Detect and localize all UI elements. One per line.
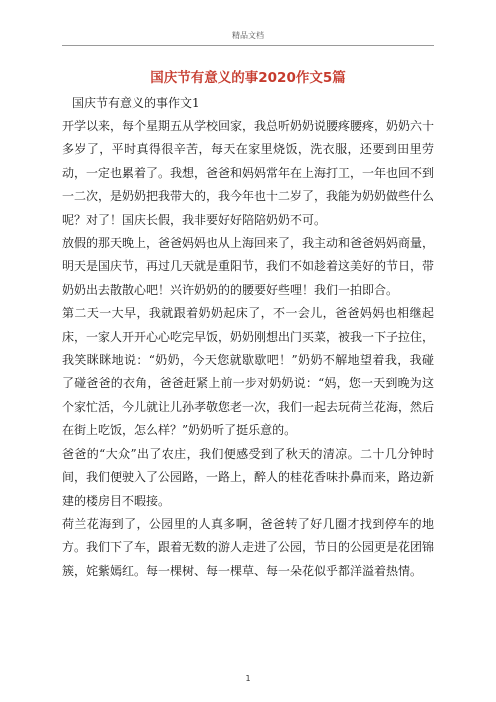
paragraph-3: 第二天一大早，我就跟着奶奶起床了，不一会儿，爸爸妈妈也相继起床，一家人开开心心吃完早饭，奶奶刚想出门买菜，被我一下子拉住，我笑眯眯地说：“奶奶，今天您就歇歇吧！”奶奶不解地望着我，我碰了碰爸爸的衣角，爸爸赶紧上前一步对奶奶说：“妈，您一天到晚为这个家忙活，今儿就让儿孙孝敬您老一次，我们一起去玩荷兰花海，然后在街上吃饭，怎么样？”奶奶听了挺乐意的。 <box>62 306 435 438</box>
header-label: 精品文档 <box>232 31 264 40</box>
paragraph-4: 爸爸的“大众”出了农庄，我们便感受到了秋天的清凉。二十几分钟时间，我们便驶入了公园路，一路上，醉人的桂花香味扑鼻而来，路边新建的楼房目不暇接。 <box>62 446 435 508</box>
header-divider <box>62 45 434 46</box>
document-title: 国庆节有意义的事2020作文5篇 <box>150 70 346 86</box>
paragraph-1: 开学以来，每个星期五从学校回家，我总听奶奶说腰疼腰疼，奶奶六十多岁了，平时真得很辛苦，每天在家里烧饭，洗衣服，还要到田里劳动，一定也累着了。我想，爸爸和妈妈常年在上海打工，一年也回不到一二次，是奶奶把我带大的，我今年也十二岁了，我能为奶奶做些什么呢？对了！国庆长假，我非要好好陪陪奶奶不可。 <box>62 119 435 227</box>
paragraph-2: 放假的那天晚上，爸爸妈妈也从上海回来了，我主动和爸爸妈妈商量，明天是国庆节，再过几天就是重阳节，我们不如趁着这美好的节日，带奶奶出去散散心吧！兴许奶奶的的腰要好些哩！我们一拍即合。 <box>62 236 435 297</box>
section-subtitle: 国庆节有意义的事作文1 <box>72 96 200 110</box>
page-number: 1 <box>245 674 251 683</box>
paragraph-5: 荷兰花海到了，公园里的人真多啊，爸爸转了好几圈才找到停车的地方。我们下了车，跟着无数的游人走进了公园，节日的公园更是花团锦簇，姹紫嫣红。每一棵树、每一棵草、每一朵花似乎都洋溢着热情。 <box>62 516 435 578</box>
document-body <box>62 92 434 583</box>
